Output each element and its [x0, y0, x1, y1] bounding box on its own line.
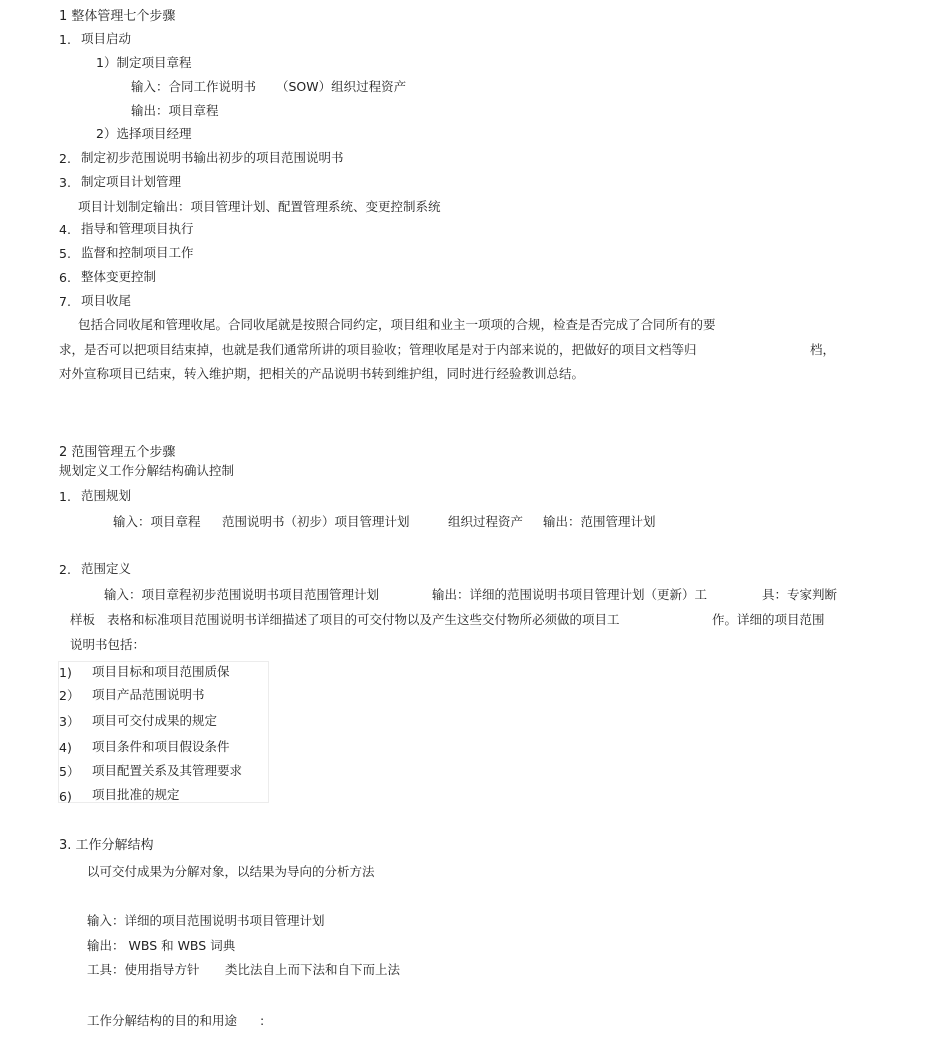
section-1-title: 1 整体管理七个步骤	[59, 9, 176, 24]
list-item: 指导和管理项目执行	[81, 221, 194, 236]
input-line-cont: 范围说明书（初步）项目管理计划	[222, 514, 410, 529]
input-line: 输入：项目章程	[113, 514, 201, 529]
paragraph-line: 对外宣称项目已结束，转入维护期，把相关的产品说明书转到维护组，同时进行经验教训总结。	[59, 366, 585, 381]
list-number: 2.	[59, 562, 71, 577]
list-number: 1)	[59, 665, 72, 680]
list-item: 监督和控制项目工作	[81, 245, 194, 260]
description-line: 以可交付成果为分解对象，以结果为导向的分析方法	[87, 864, 375, 879]
list-item: 制定项目计划管理	[81, 174, 182, 189]
list-item: 项目配置关系及其管理要求	[92, 763, 243, 778]
list-item: 制定初步范围说明书输出初步的项目范围说明书	[81, 150, 344, 165]
paragraph-line-end: 档，	[810, 342, 836, 357]
output-line: 输出：范围管理计划	[543, 514, 656, 529]
purpose-colon: :	[260, 1013, 265, 1028]
list-number: 3）	[59, 714, 80, 729]
list-number: 5.	[59, 246, 71, 261]
list-item: 项目条件和项目假设条件	[92, 739, 230, 754]
list-number: 2.	[59, 151, 71, 166]
list-number: 6.	[59, 270, 71, 285]
list-item: 项目启动	[81, 31, 132, 46]
tool-line-cont: 类比法自上而下法和自下而上法	[225, 962, 401, 977]
list-number: 1.	[59, 32, 71, 47]
list-item: 整体变更控制	[81, 269, 157, 284]
list-item: 项目收尾	[81, 293, 132, 308]
output-line: 输出： WBS 和 WBS 词典	[87, 938, 236, 953]
sub-item: 2）选择项目经理	[96, 126, 192, 141]
output-line: 项目计划制定输出：项目管理计划、配置管理系统、变更控制系统	[78, 199, 441, 214]
list-item: 范围规划	[81, 488, 132, 503]
list-item: 项目批准的规定	[92, 787, 180, 802]
input-line: 输入：项目章程初步范围说明书项目范围管理计划	[104, 587, 380, 602]
input-line-cont: 组织过程资产	[448, 514, 524, 529]
paragraph-line: 样板	[70, 612, 96, 627]
list-item: 项目可交付成果的规定	[92, 713, 218, 728]
input-line: 输入：合同工作说明书	[131, 79, 257, 94]
list-item: 范围定义	[81, 561, 132, 576]
paragraph-line: 说明书包括：	[70, 637, 146, 652]
section-3-title: 3. 工作分解结构	[59, 838, 154, 853]
paragraph-line-end: 作。详细的项目范围	[712, 612, 825, 627]
output-line: 输出：详细的范围说明书项目管理计划（更新）工	[432, 587, 708, 602]
list-item: 项目目标和项目范围质保	[92, 664, 230, 679]
input-line-cont: （SOW）组织过程资产	[276, 79, 407, 94]
list-number: 4.	[59, 222, 71, 237]
list-number: 4)	[59, 740, 72, 755]
output-line: 输出：项目章程	[131, 103, 219, 118]
paragraph-line: 求，是否可以把项目结束掉，也就是我们通常所讲的项目验收；管理收尾是对于内部来说的，把做好的项目文档等归	[59, 342, 697, 357]
section-subtitle: 规划定义工作分解结构确认控制	[59, 463, 235, 478]
list-number: 6)	[59, 789, 72, 804]
paragraph-line: 包括合同收尾和管理收尾。合同收尾就是按照合同约定，项目组和业主一项项的合规，检查是否完成了合同所有的要	[78, 317, 716, 332]
paragraph-line: 表格和标准项目范围说明书详细描述了项目的可交付物以及产生这些交付物所必须做的项目工	[107, 612, 620, 627]
purpose-heading: 工作分解结构的目的和用途	[87, 1013, 238, 1028]
tool-line: 工具：使用指导方针	[87, 962, 200, 977]
tool-line: 具：专家判断	[762, 587, 838, 602]
list-number: 2）	[59, 688, 80, 703]
section-2-title: 2 范围管理五个步骤	[59, 445, 176, 460]
list-number: 7.	[59, 294, 71, 309]
list-number: 5）	[59, 764, 80, 779]
list-number: 1.	[59, 489, 71, 504]
scope-statement-list	[58, 661, 269, 803]
list-number: 3.	[59, 175, 71, 190]
sub-item: 1）制定项目章程	[96, 55, 192, 70]
input-line: 输入：详细的项目范围说明书项目管理计划	[87, 913, 325, 928]
list-item: 项目产品范围说明书	[92, 687, 205, 702]
